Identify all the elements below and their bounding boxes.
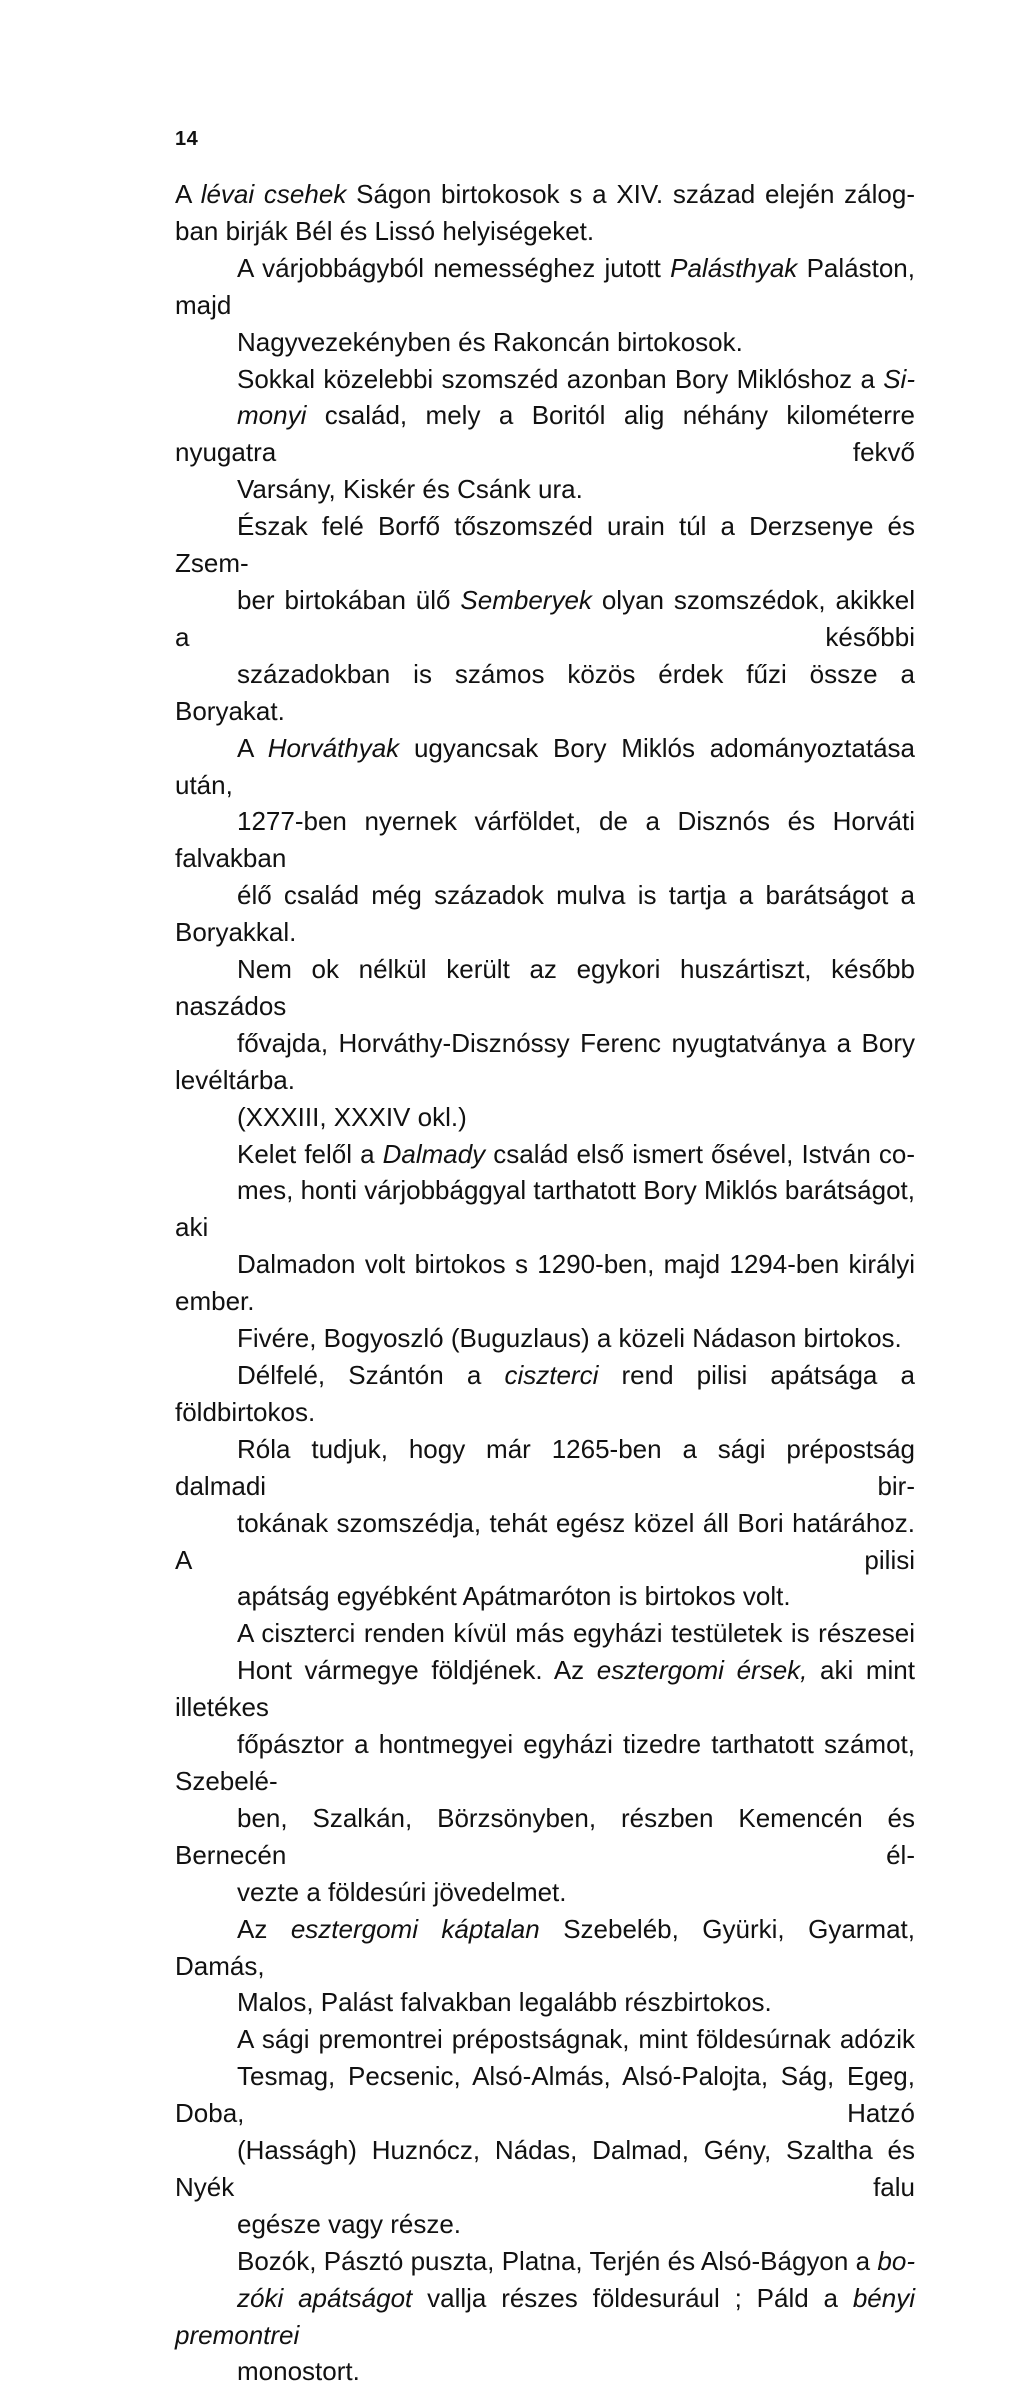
text-span: ugyancsak Bory Miklós adományoztatása után, <box>175 732 915 800</box>
text-line <box>175 471 915 508</box>
text-span: egésze vagy része. <box>237 2208 462 2239</box>
paragraph <box>175 1357 915 1615</box>
italic-text: lévai csehek <box>200 179 347 209</box>
italic-text: esztergomi káptalan <box>290 1913 540 1944</box>
paragraph <box>175 176 915 250</box>
page-number: 14 <box>175 128 199 150</box>
text-span: ban birják Bél és Lissó helyiségeket. <box>175 215 595 246</box>
text-span: A sági premontrei prépostságnak, mint földesúrnak adózik <box>237 2024 915 2055</box>
text-line <box>175 1652 915 1726</box>
italic-text: ciszterci <box>504 1360 599 1390</box>
text-span: Bozók, Pásztó puszta, Platna, Terjén és Alsó-Bágyon a <box>237 2245 878 2276</box>
paragraph <box>175 1911 915 2022</box>
text-line <box>175 1172 915 1246</box>
text-line <box>175 2021 915 2058</box>
paragraph <box>175 1136 915 1357</box>
italic-text: Si- <box>883 363 915 394</box>
text-line <box>175 1357 915 1431</box>
italic-text: esztergomi érsek, <box>596 1655 808 1686</box>
text-span: Ságon birtokosok s a XIV. század elején zálog- <box>346 179 916 209</box>
italic-text: zóki apátságot <box>237 2282 413 2313</box>
text-line <box>175 1320 915 1357</box>
text-line <box>175 397 915 471</box>
text-span: ber birtokában ülő <box>237 584 461 615</box>
text-line <box>175 1099 915 1136</box>
text-span: apátság egyébként Apátmaróton is birtokos volt. <box>237 1581 791 1612</box>
text-line <box>175 2058 915 2132</box>
italic-text: monyi <box>237 400 307 431</box>
text-line <box>175 2243 915 2280</box>
text-span: A <box>237 732 268 763</box>
text-line <box>175 2280 915 2354</box>
text-span: Paláston, majd <box>175 252 915 320</box>
text-line <box>175 508 915 582</box>
italic-text: Semberyek <box>460 584 592 615</box>
text-span: A ciszterci renden kívül más egyházi testületek is részesei <box>237 1618 915 1649</box>
text-span: Fivére, Bogyoszló (Buguzlaus) a közeli Nádason birtokos. <box>237 1323 902 1354</box>
text-span: Nagyvezekényben és Rakoncán birtokosok. <box>237 326 743 357</box>
text-span: Sokkal közelebbi szomszéd azonban Bory Miklóshoz a <box>237 363 884 394</box>
text-line <box>175 2206 915 2243</box>
italic-text: Dalmady <box>382 1138 486 1169</box>
text-span: főpásztor a hontmegyei egyházi tizedre tarthatott számot, Szebelé- <box>175 1729 915 1796</box>
text-span: vezte a földesúri jövedelmet. <box>237 1876 567 1907</box>
text-span: A várjobbágyból nemességhez jutott <box>237 252 671 283</box>
text-span: vallja részes földesurául ; Páld a <box>412 2282 853 2313</box>
text-line <box>175 1505 915 1579</box>
text-line <box>175 361 915 398</box>
text-line <box>175 877 915 951</box>
paragraph <box>175 2021 915 2242</box>
text-span: Az <box>237 1913 291 1944</box>
text-line <box>175 951 915 1025</box>
paragraph <box>175 2243 915 2390</box>
text-line <box>175 803 915 877</box>
text-span: Szebeléb, Gyürki, Gyarmat, Damás, <box>175 1913 915 1981</box>
text-line <box>175 656 915 730</box>
text-span: fővajda, Horváthy-Disznóssy Ferenc nyugtatványa a Bory levéltárba. <box>175 1027 915 1095</box>
paragraph <box>175 361 915 509</box>
text-span: Észak felé Borfő tőszomszéd urain túl a Derzsenye és Zsem- <box>175 511 915 579</box>
text-line <box>175 176 915 213</box>
text-span: Malos, Palást falvakban legalább részbirtokos. <box>237 1987 772 2018</box>
italic-text: bo- <box>877 2245 915 2276</box>
text-line <box>175 324 915 361</box>
text-line <box>175 1726 915 1800</box>
text-span: mes, honti várjobbággyal tarthatott Bory Miklós barátságot, aki <box>175 1175 915 1243</box>
paragraph <box>175 250 915 361</box>
text-line <box>175 213 915 250</box>
text-line <box>175 250 915 324</box>
text-span: Dalmadon volt birtokos s 1290-ben, majd 1294-ben királyi ember. <box>175 1249 915 1317</box>
text-line <box>175 1246 915 1320</box>
text-span: századokban is számos közös érdek fűzi össze a Boryakat. <box>175 658 915 726</box>
paragraph <box>175 508 915 729</box>
italic-text: Palásthyak <box>670 252 798 283</box>
paragraph <box>175 730 915 1136</box>
text-span: tokának szomszédja, tehát egész közel áll Bori határához. A pilisi <box>175 1507 915 1575</box>
text-span: Kelet felől a <box>237 1138 383 1169</box>
text-line <box>175 1984 915 2021</box>
text-span: Délfelé, Szántón a <box>237 1360 505 1390</box>
text-span: A <box>175 179 201 209</box>
text-line <box>175 582 915 656</box>
body-text <box>175 176 915 2390</box>
text-span: Hont vármegye földjének. Az <box>237 1655 597 1686</box>
text-span: Tesmag, Pecsenic, Alsó-Almás, Alsó-Palojta, Ság, Egeg, Doba, Hatzó <box>175 2061 915 2129</box>
text-span: (Hasságh) Huznócz, Nádas, Dalmad, Gény, Szaltha és Nyék falu <box>175 2135 915 2202</box>
text-span: rend pilisi apátsága a földbirtokos. <box>175 1360 915 1427</box>
text-span: ben, Szalkán, Börzsönyben, részben Kemencén és Bernecén él- <box>175 1802 915 1870</box>
text-span: monostort. <box>237 2356 360 2387</box>
text-line <box>175 2353 915 2390</box>
text-line <box>175 1615 915 1652</box>
text-line <box>175 1800 915 1874</box>
text-span: élő család még századok mulva is tartja a barátságot a Boryakkal. <box>175 880 915 948</box>
text-span: olyan szomszédok, akikkel a későbbi <box>175 584 915 652</box>
text-line <box>175 1431 915 1505</box>
text-line <box>175 1578 915 1615</box>
text-line <box>175 730 915 804</box>
text-span: Róla tudjuk, hogy már 1265-ben a sági prépostság dalmadi bir- <box>175 1433 915 1501</box>
italic-text: bényi premontrei <box>175 2282 915 2350</box>
text-line <box>175 1136 915 1173</box>
text-line <box>175 2132 915 2206</box>
paragraph <box>175 1615 915 1910</box>
text-span: család első ismert ősével, István co- <box>485 1138 916 1169</box>
text-span: Nem ok nélkül került az egykori huszártiszt, később naszádos <box>175 954 915 1021</box>
text-span: aki mint illetékes <box>175 1655 915 1723</box>
text-span: 1277-ben nyernek várföldet, de a Disznós és Horváti falvakban <box>175 806 915 874</box>
text-span: (XXXIII, XXXIV okl.) <box>237 1101 467 1132</box>
text-span: család, mely a Boritól alig néhány kilométerre nyugatra fekvő <box>175 400 915 468</box>
text-line <box>175 1874 915 1911</box>
text-line <box>175 1911 915 1985</box>
text-line <box>175 1025 915 1099</box>
text-span: Varsány, Kiskér és Csánk ura. <box>237 474 583 505</box>
italic-text: Horváthyak <box>267 732 400 763</box>
